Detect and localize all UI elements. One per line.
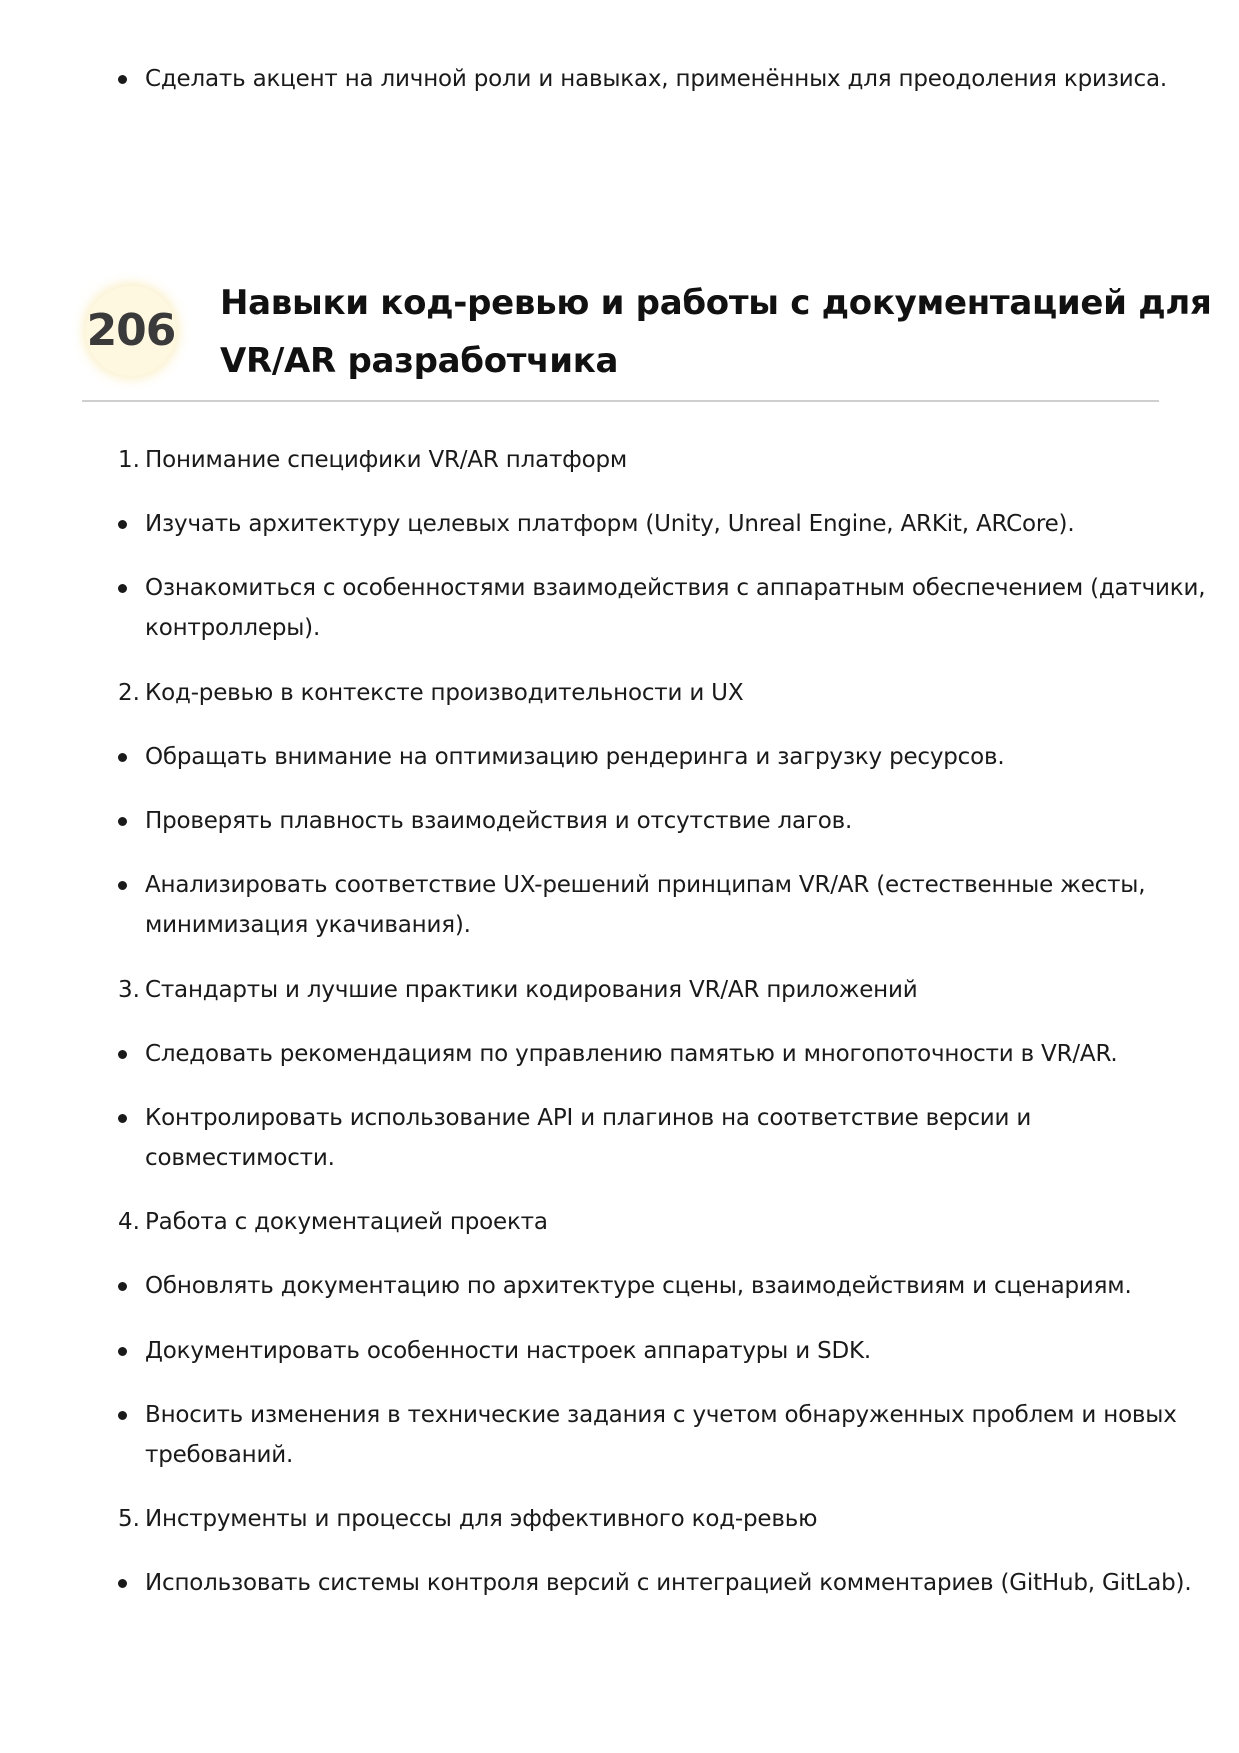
- bullet-marker: [118, 75, 127, 84]
- bullet-marker: [118, 1411, 127, 1420]
- list-item: Инструменты и процессы для эффективного код-ревью: [145, 1506, 818, 1532]
- list-item: Проверять плавность взаимодействия и отсутствие лагов.: [145, 808, 853, 834]
- list-item-continuation: контроллеры).: [145, 615, 321, 641]
- list-item-continuation: требований.: [145, 1442, 294, 1468]
- bullet-marker: [118, 1114, 127, 1123]
- list-item: Обращать внимание на оптимизацию рендеринга и загрузку ресурсов.: [145, 744, 1005, 770]
- list-item: Стандарты и лучшие практики кодирования VR/AR приложений: [145, 977, 918, 1003]
- list-number: 4.: [118, 1209, 140, 1235]
- list-item: Сделать акцент на личной роли и навыках, применённых для преодоления кризиса.: [145, 66, 1167, 92]
- bullet-marker: [118, 1579, 127, 1588]
- bullet-marker: [118, 817, 127, 826]
- list-item: Следовать рекомендациям по управлению памятью и многопоточности в VR/AR.: [145, 1041, 1118, 1067]
- list-item: Код-ревью в контексте производительности и UX: [145, 680, 744, 706]
- list-item: Ознакомиться с особенностями взаимодействия с аппаратным обеспечением (датчики,: [145, 575, 1206, 601]
- bullet-marker: [118, 584, 127, 593]
- list-number: 5.: [118, 1506, 140, 1532]
- list-item-continuation: совместимости.: [145, 1145, 335, 1171]
- section-number: 206: [86, 305, 176, 356]
- bullet-marker: [118, 1282, 127, 1291]
- list-item: Работа с документацией проекта: [145, 1209, 548, 1235]
- list-item-continuation: минимизация укачивания).: [145, 912, 471, 938]
- list-number: 2.: [118, 680, 140, 706]
- list-item: Изучать архитектуру целевых платформ (Unity, Unreal Engine, ARKit, ARCore).: [145, 511, 1075, 537]
- list-item: Анализировать соответствие UX-решений принципам VR/AR (естественные жесты,: [145, 872, 1146, 898]
- bullet-marker: [118, 1050, 127, 1059]
- list-item: Обновлять документацию по архитектуре сцены, взаимодействиям и сценариям.: [145, 1273, 1132, 1299]
- section-title-line-1: Навыки код-ревью и работы с документацией для: [220, 283, 1212, 323]
- list-item: Понимание специфики VR/AR платформ: [145, 447, 628, 473]
- bullet-marker: [118, 753, 127, 762]
- list-number: 3.: [118, 977, 140, 1003]
- list-item: Документировать особенности настроек аппаратуры и SDK.: [145, 1338, 871, 1364]
- section-title-line-2: VR/AR разработчика: [220, 341, 619, 381]
- bullet-marker: [118, 520, 127, 529]
- list-item: Контролировать использование API и плагинов на соответствие версии и: [145, 1105, 1032, 1131]
- list-item: Использовать системы контроля версий с интеграцией комментариев (GitHub, GitLab).: [145, 1570, 1192, 1596]
- bullet-marker: [118, 881, 127, 890]
- section-divider: [82, 400, 1159, 402]
- list-item: Вносить изменения в технические задания с учетом обнаруженных проблем и новых: [145, 1402, 1177, 1428]
- bullet-marker: [118, 1347, 127, 1356]
- list-number: 1.: [118, 447, 140, 473]
